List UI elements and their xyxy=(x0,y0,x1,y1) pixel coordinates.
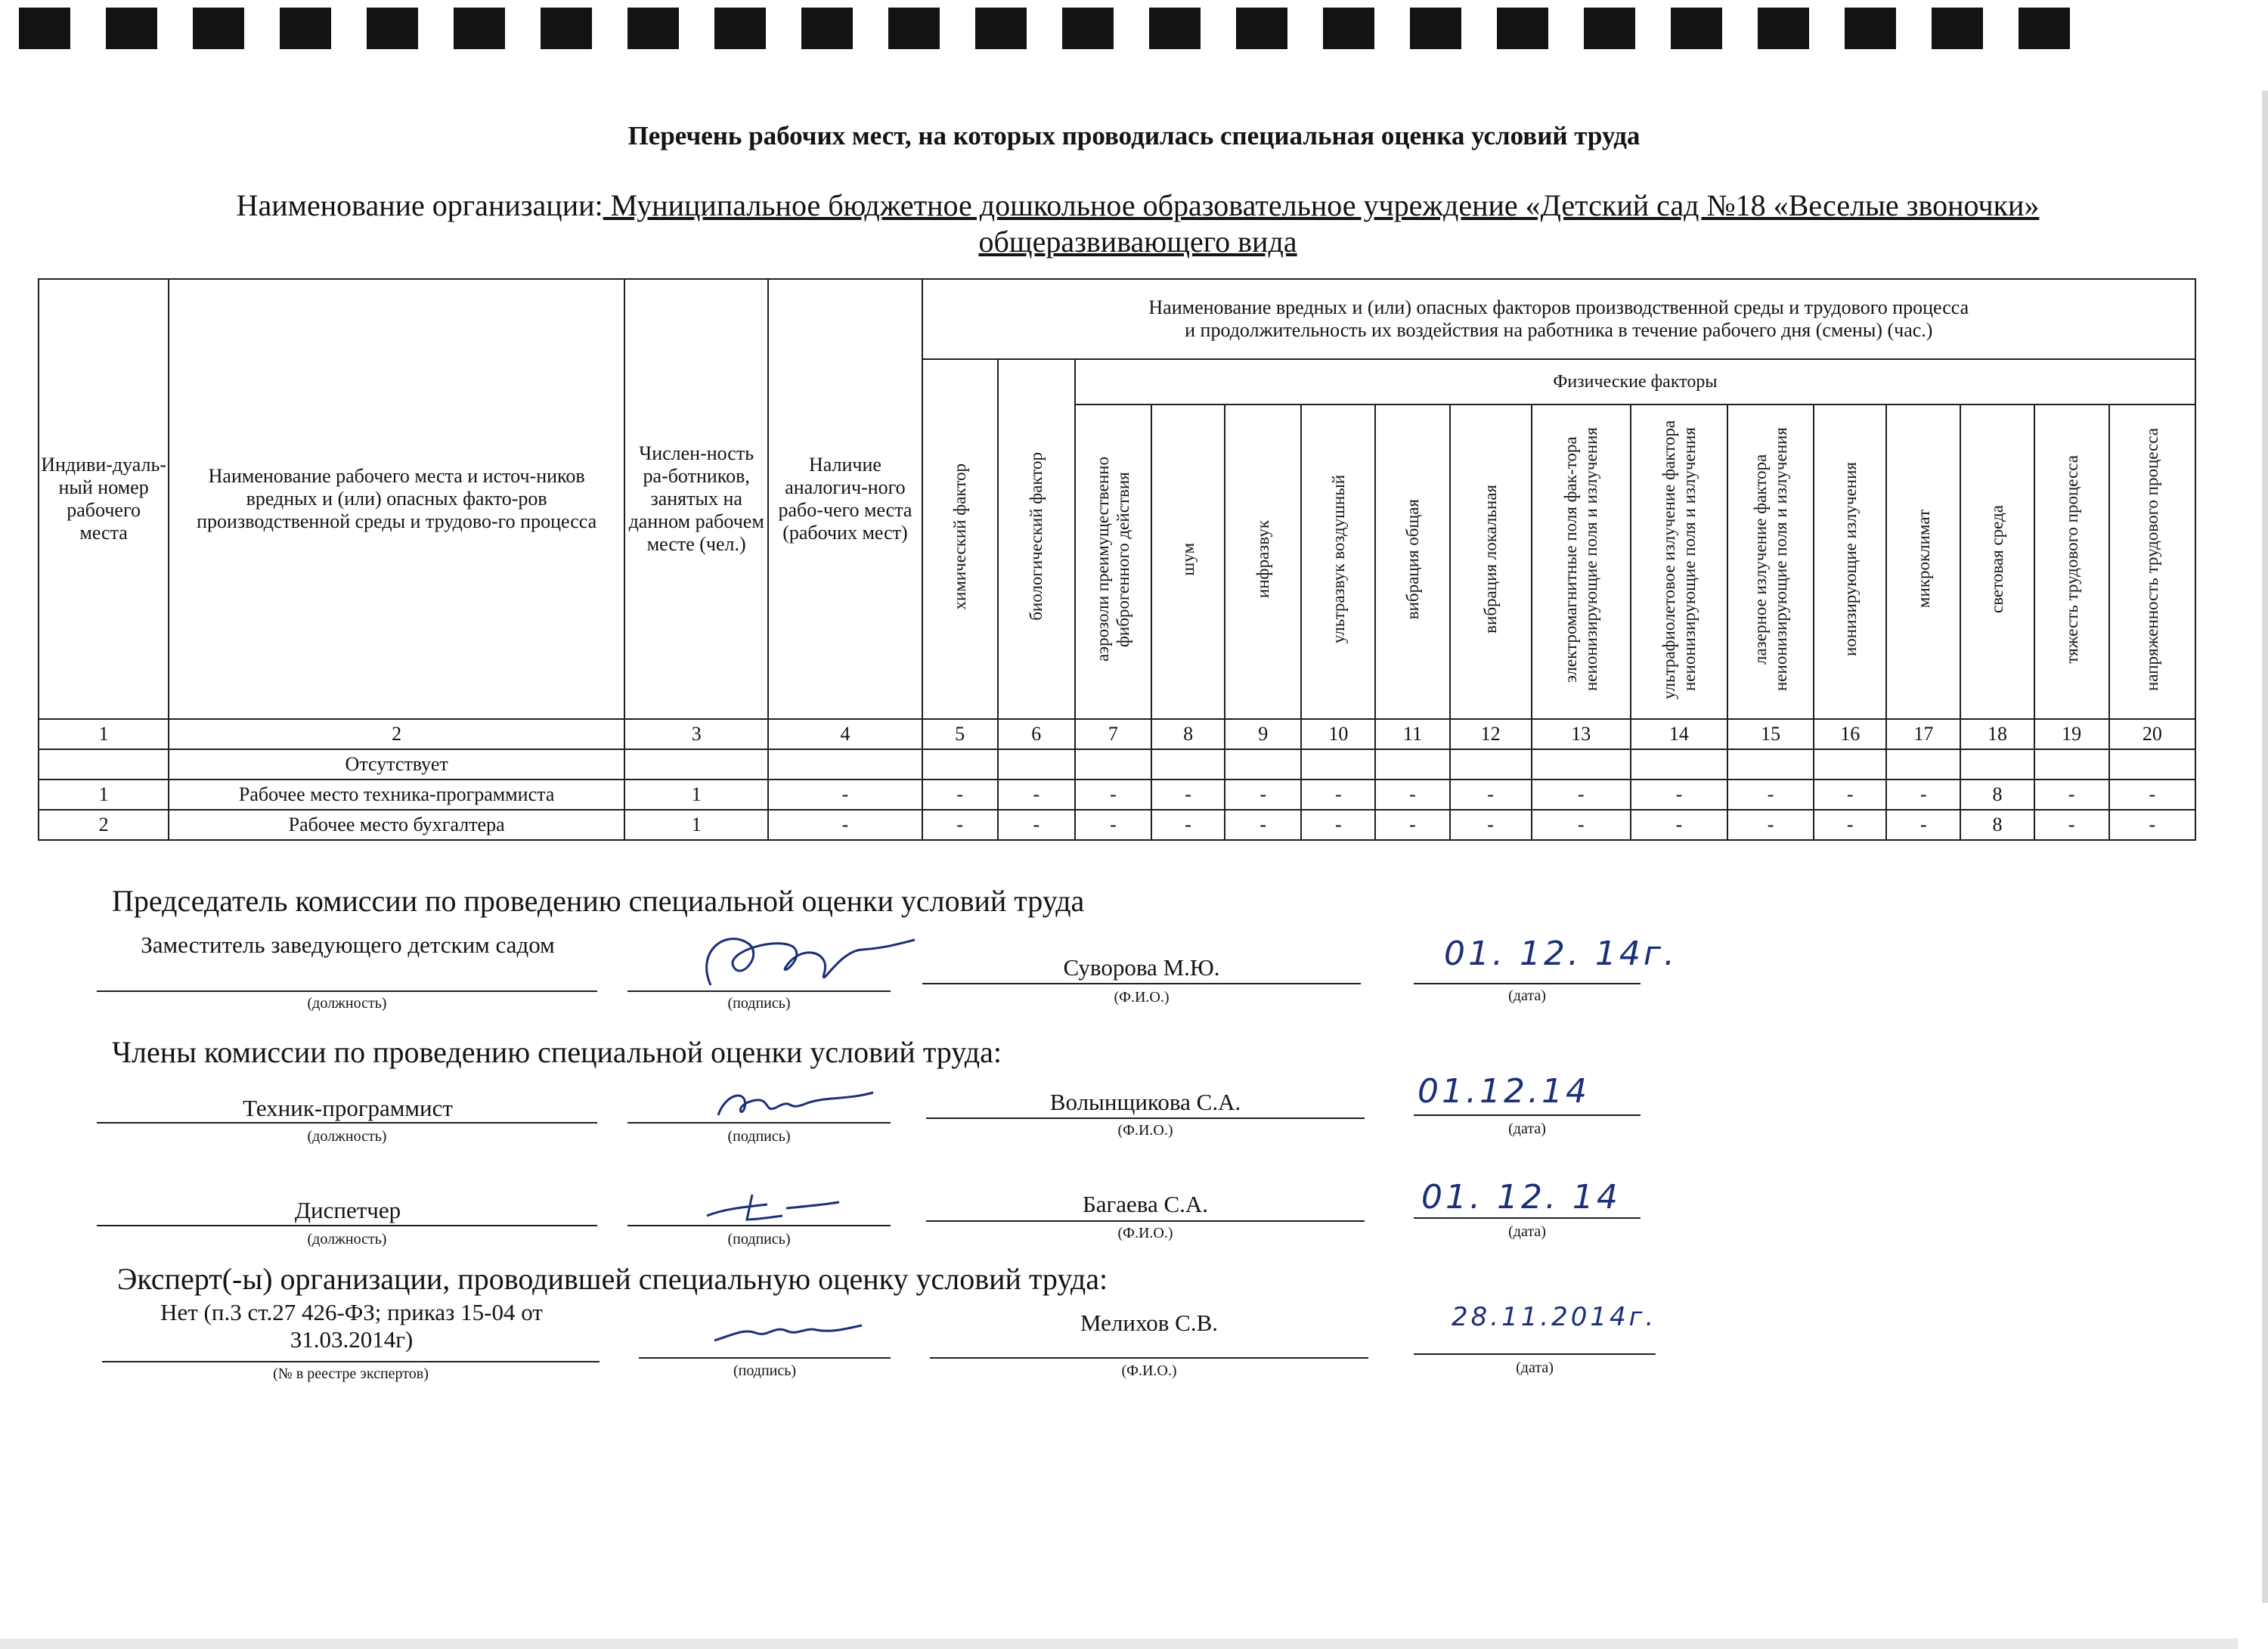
caption-fio: (Ф.И.О.) xyxy=(1117,1225,1173,1241)
header-factor: химический фактор xyxy=(922,359,998,719)
document-title: Перечень рабочих мест, на которых проводилась специальная оценка условий труда xyxy=(627,121,1641,150)
binding-holes xyxy=(0,0,2268,60)
caption-position: (должность) xyxy=(307,1128,387,1145)
member-position: Техник-программист xyxy=(243,1095,453,1121)
expert-date-line xyxy=(1414,1353,1656,1355)
chair-date: 01. 12. 14г. xyxy=(1444,935,1678,973)
binding-hole xyxy=(19,8,70,49)
caption-date: (дата) xyxy=(1516,1359,1554,1376)
factors-group-line2: и продолжительность их воздействия на работника в течение рабочего дня (смены) (час.) xyxy=(1185,319,1933,341)
binding-hole xyxy=(1062,8,1114,49)
binding-hole xyxy=(1932,8,1983,49)
header-factor: напряженность трудового процесса xyxy=(2109,405,2195,719)
binding-hole xyxy=(454,8,505,49)
chair-name: Суворова М.Ю. xyxy=(1063,954,1220,981)
binding-hole xyxy=(888,8,940,49)
header-factor: инфразвук xyxy=(1225,405,1301,719)
header-factor: электромагнитные поля фак-тора неионизирующие поля и излучения xyxy=(1532,405,1631,719)
member-name: Волынщикова С.А. xyxy=(1049,1089,1241,1115)
page-edge xyxy=(2262,91,2268,1603)
member-position-line xyxy=(97,1122,597,1124)
expert-registry: Нет (п.3 ст.27 426-ФЗ; приказ 15-04 от 31.03.2014г) xyxy=(160,1299,543,1353)
header-factor: биологический фактор xyxy=(998,359,1075,719)
member-name-line xyxy=(926,1117,1365,1119)
header-factor: вибрация локальная xyxy=(1450,405,1532,719)
member-name-line xyxy=(926,1220,1365,1222)
binding-hole xyxy=(367,8,418,49)
binding-hole xyxy=(1497,8,1548,49)
binding-hole xyxy=(975,8,1027,49)
caption-signature: (подпись) xyxy=(733,1362,797,1379)
header-factor: ультразвук воздушный xyxy=(1301,405,1375,719)
org-label: Наименование организации: xyxy=(236,188,603,222)
chair-position-line xyxy=(97,990,597,992)
member-date: 01. 12. 14 xyxy=(1421,1178,1621,1217)
header-employee-count: Числен-ность ра-ботников, занятых на данном рабочем месте (чел.) xyxy=(624,279,768,719)
column-numbers-row: 1 2 3 4 5 6 7 8 9 10 11 12 13 14 15 16 17 18 19 20 xyxy=(39,719,2195,749)
header-factor: световая среда xyxy=(1960,405,2034,719)
header-factor: аэрозоли преимущественно фиброгенного действия xyxy=(1075,405,1151,719)
member-signature-line xyxy=(627,1225,891,1226)
expert-signature xyxy=(703,1312,869,1353)
member-name: Багаева С.А. xyxy=(1082,1191,1209,1217)
header-factor: ультрафиолетовое излучение фактора неионизирующие поля и излучения xyxy=(1631,405,1727,719)
caption-date: (дата) xyxy=(1508,987,1546,1004)
org-name-1: Муниципальное бюджетное дошкольное образовательное учреждение «Детский сад №18 «Веселые звоночки» xyxy=(603,188,2040,222)
caption-position: (должность) xyxy=(307,995,387,1012)
binding-hole xyxy=(1236,8,1287,49)
caption-date: (дата) xyxy=(1508,1121,1546,1137)
header-workplace-number: Индиви-дуаль-ный номер рабочего места xyxy=(39,279,169,719)
expert-registry-line xyxy=(102,1361,600,1362)
binding-hole xyxy=(627,8,679,49)
member-date: 01.12.14 xyxy=(1418,1072,1590,1111)
header-factor: ионизирующие излучения xyxy=(1814,405,1886,719)
caption-fio: (Ф.И.О.) xyxy=(1117,1122,1173,1139)
chair-date-line xyxy=(1414,983,1641,984)
caption-signature: (подпись) xyxy=(727,1231,791,1248)
header-analogous: Наличие аналогич-ного рабо-чего места (рабочих мест) xyxy=(768,279,922,719)
members-heading: Члены комиссии по проведению специальной оценки условий труда: xyxy=(112,1035,1002,1069)
caption-registry: (№ в реестре экспертов) xyxy=(273,1365,429,1382)
member-signature-line xyxy=(627,1122,891,1124)
header-factor: лазерное излучение фактора неионизирующие поля и излучения xyxy=(1727,405,1814,719)
binding-hole xyxy=(193,8,244,49)
member-signature xyxy=(696,1186,847,1231)
member-position: Диспетчер xyxy=(294,1197,401,1223)
expert-date: 28.11.2014г. xyxy=(1452,1302,1657,1332)
organization-line xyxy=(155,188,2121,260)
binding-hole xyxy=(801,8,853,49)
expert-heading: Эксперт(-ы) организации, проводившей специальную оценку условий труда: xyxy=(117,1262,1108,1296)
caption-fio: (Ф.И.О.) xyxy=(1114,989,1170,1006)
caption-signature: (подпись) xyxy=(727,1128,791,1145)
binding-hole xyxy=(2019,8,2070,49)
expert-signature-line xyxy=(639,1357,891,1359)
header-factor: вибрация общая xyxy=(1375,405,1449,719)
header-workplace-name: Наименование рабочего места и источ-ников вредных и (или) опасных факто-ров производственной среды и трудово-го процесса xyxy=(169,279,624,719)
member-position-line xyxy=(97,1225,597,1226)
binding-hole xyxy=(1149,8,1201,49)
binding-hole xyxy=(1410,8,1461,49)
caption-fio: (Ф.И.О.) xyxy=(1121,1362,1177,1379)
workplaces-table xyxy=(38,278,2196,841)
header-physical-group: Физические факторы xyxy=(1075,359,2195,405)
binding-hole xyxy=(1671,8,1722,49)
chair-signature-line xyxy=(627,990,891,992)
chair-name-line xyxy=(922,983,1361,984)
header-factor: микроклимат xyxy=(1886,405,1960,719)
page-edge-bottom xyxy=(0,1638,2238,1649)
binding-hole xyxy=(1845,8,1896,49)
expert-name-line xyxy=(930,1357,1368,1359)
header-factors-group xyxy=(922,279,2195,359)
binding-hole xyxy=(541,8,592,49)
chair-heading: Председатель комиссии по проведению специальной оценки условий труда xyxy=(112,884,1085,918)
header-factor: шум xyxy=(1151,405,1225,719)
caption-date: (дата) xyxy=(1508,1223,1546,1240)
binding-hole xyxy=(280,8,331,49)
member-date-line xyxy=(1414,1217,1641,1219)
caption-position: (должность) xyxy=(307,1231,387,1248)
caption-signature: (подпись) xyxy=(727,995,791,1012)
org-name-2: общеразвивающего вида xyxy=(978,225,1297,259)
factors-group-line1: Наименование вредных и (или) опасных факторов производственной среды и трудового процесса xyxy=(1148,296,1969,318)
binding-hole xyxy=(1758,8,1809,49)
binding-hole xyxy=(1323,8,1374,49)
expert-name: Мелихов С.В. xyxy=(1080,1310,1219,1336)
absent-row xyxy=(39,749,2195,780)
binding-hole xyxy=(106,8,157,49)
member-date-line xyxy=(1414,1114,1641,1116)
chair-position: Заместитель заведующего детским садом xyxy=(141,931,555,958)
header-factor: тяжесть трудового процесса xyxy=(2034,405,2109,719)
table-row: 1 Рабочее место техника-программиста 1 - - - - - - - - - - - - - - 8 - - xyxy=(39,780,2195,810)
table-row: 2 Рабочее место бухгалтера 1 - - - - - - - - - - - - - - 8 - - xyxy=(39,810,2195,840)
binding-hole xyxy=(1584,8,1635,49)
absent-label: Отсутствует xyxy=(169,749,624,780)
binding-hole xyxy=(714,8,766,49)
